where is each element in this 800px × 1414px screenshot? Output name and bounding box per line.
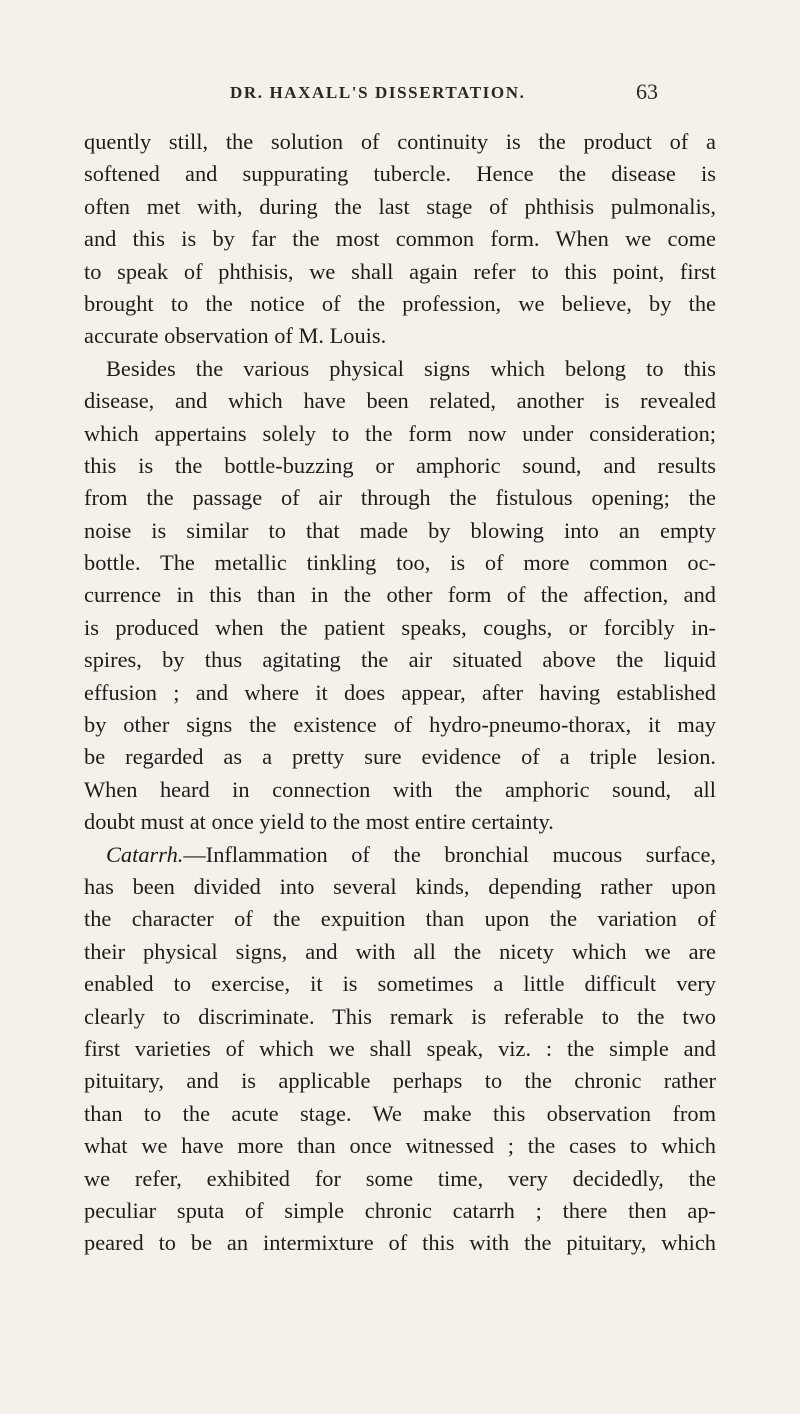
text-line: currence in this than in the other form of the affection, and [84, 582, 716, 608]
text-line: what we have more than once witnessed ; the cases to which [84, 1133, 716, 1159]
text-line: disease, and which have been related, another is revealed [84, 388, 716, 414]
text-line: we refer, exhibited for some time, very decidedly, the [84, 1165, 716, 1191]
text-line: which appertains solely to the form now under consideration; [84, 420, 716, 446]
text-line: spires, by thus agitating the air situated above the liquid [84, 647, 716, 673]
text-line: their physical signs, and with all the nicety which we are [84, 938, 716, 964]
page-number: 63 [636, 79, 658, 104]
text-line: from the passage of air through the fistulous opening; the [84, 485, 716, 511]
text-line: the character of the expuition than upon the variation of [84, 906, 716, 932]
text-line: effusion ; and where it does appear, after having established [84, 679, 716, 705]
text-line: by other signs the existence of hydro-pneumo-thorax, it may [84, 712, 716, 738]
text-line: accurate observation of M. Louis. [84, 323, 387, 349]
text-line: softened and suppurating tubercle. Hence the disease is [84, 161, 716, 187]
text-line: often met with, during the last stage of phthisis pulmonalis, [84, 193, 716, 219]
text-line: Besides the various physical signs which belong to this [106, 355, 716, 381]
text-line-catarrh [84, 839, 716, 871]
text-line: enabled to exercise, it is sometimes a little difficult very [84, 971, 716, 997]
text-line: to speak of phthisis, we shall again refer to this point, first [84, 258, 716, 284]
text-line: this is the bottle-buzzing or amphoric sound, and results [84, 452, 716, 478]
text-line: pituitary, and is applicable perhaps to the chronic rather [84, 1068, 716, 1094]
text-line: When heard in connection with the amphoric sound, all [84, 776, 716, 802]
running-head: DR. HAXALL'S DISSERTATION. [230, 83, 526, 102]
text-line: peculiar sputa of simple chronic catarrh ; there then ap- [84, 1197, 716, 1223]
section-heading-catarrh: Catarrh. [106, 841, 184, 867]
text-line: than to the acute stage. We make this observation from [84, 1100, 716, 1126]
catarrh-line-text: —Inflammation of the bronchial mucous surface, [183, 841, 716, 867]
text-line: is produced when the patient speaks, coughs, or forcibly in- [84, 614, 716, 640]
text-line: first varieties of which we shall speak, viz. : the simple and [84, 1035, 716, 1061]
text-line: noise is similar to that made by blowing into an empty [84, 517, 716, 543]
text-line: clearly to discriminate. This remark is referable to the two [84, 1003, 716, 1029]
text-line: brought to the notice of the profession, we believe, by the [84, 290, 716, 316]
text-line: be regarded as a pretty sure evidence of a triple lesion. [84, 744, 716, 770]
text-line: quently still, the solution of continuity is the product of a [84, 129, 716, 154]
text-line: doubt must at once yield to the most entire certainty. [84, 809, 554, 835]
text-line: peared to be an intermixture of this with the pituitary, which [84, 1230, 716, 1256]
page-header [0, 79, 800, 113]
text-line: has been divided into several kinds, depending rather upon [84, 873, 716, 899]
body-text [84, 126, 716, 1260]
text-line: and this is by far the most common form. When we come [84, 226, 716, 252]
text-line: bottle. The metallic tinkling too, is of more common oc- [84, 550, 716, 576]
